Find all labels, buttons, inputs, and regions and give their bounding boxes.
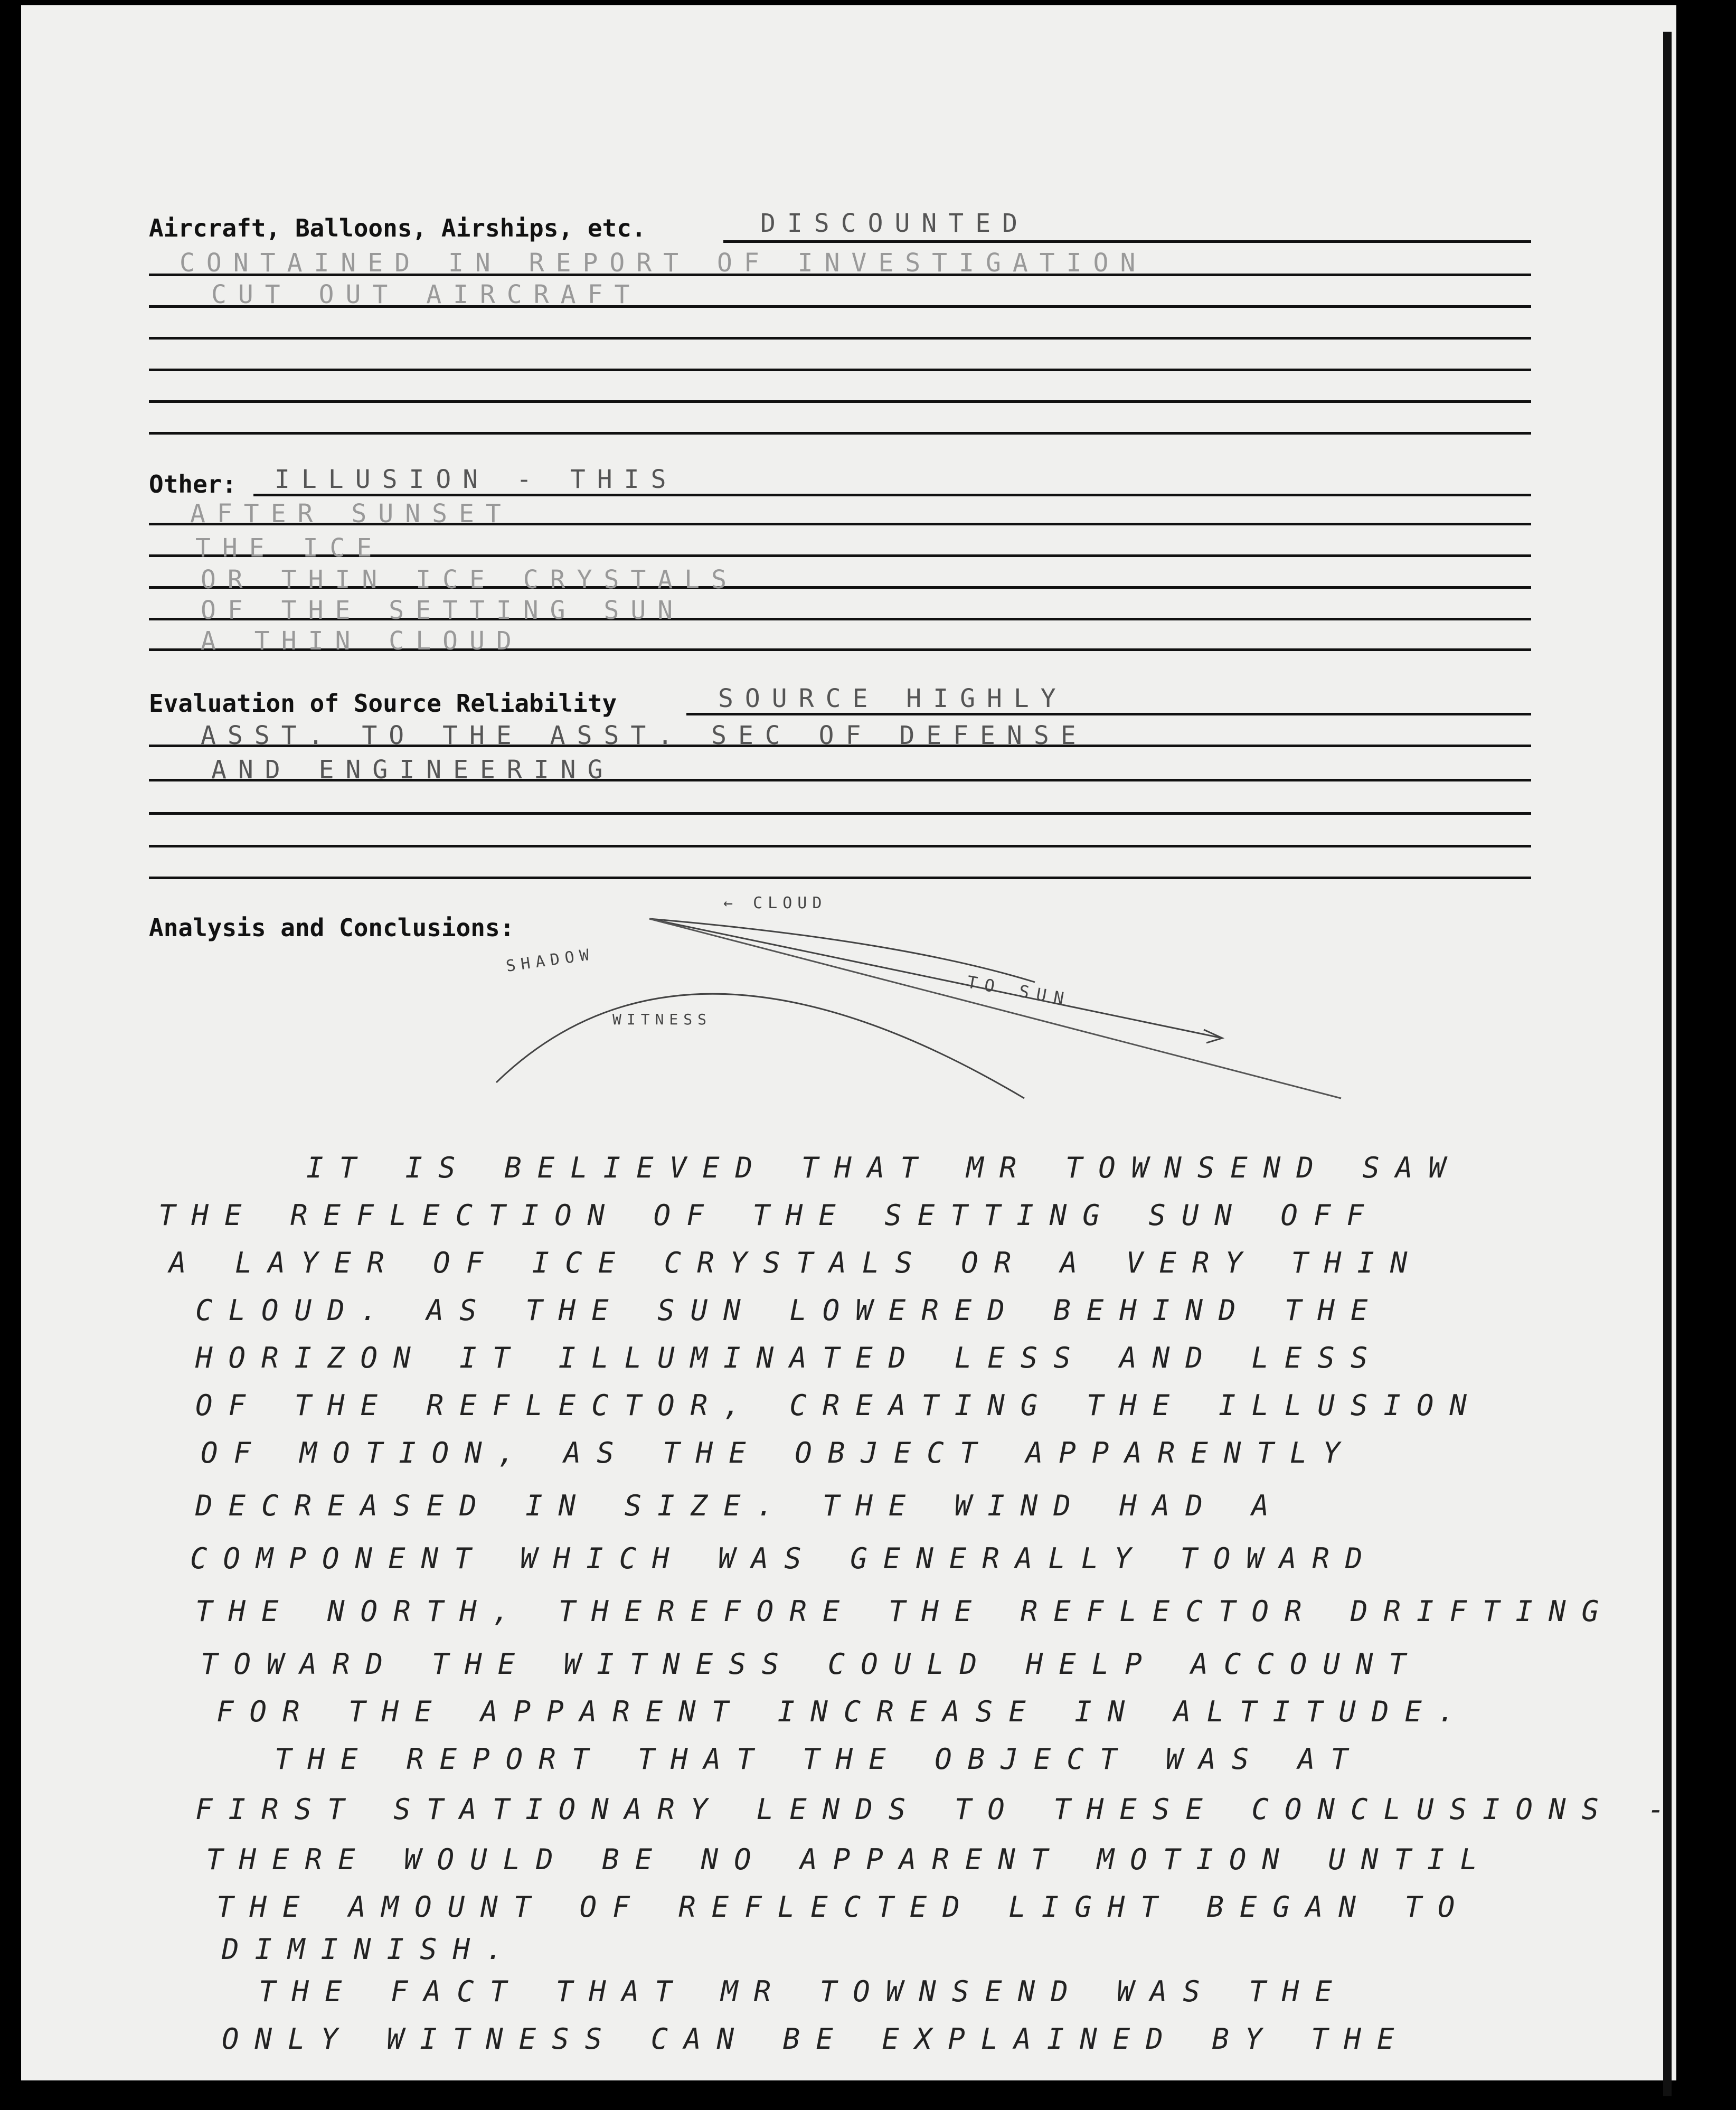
analysis-line-16: THE AMOUNT OF REFLECTED LIGHT BEGAN TO bbox=[216, 1890, 1471, 1924]
other-hand-3: THE ICE bbox=[195, 533, 384, 563]
witness-label: WITNESS bbox=[612, 1011, 712, 1028]
aircraft-hand-1: DISCOUNTED bbox=[760, 209, 1029, 238]
analysis-line-8: DECREASED IN SIZE. THE WIND HAD A bbox=[195, 1489, 1285, 1522]
analysis-line-10: THE NORTH, THEREFORE THE REFLECTOR DRIFTING bbox=[195, 1595, 1615, 1628]
sun-label: TO SUN bbox=[965, 972, 1073, 1010]
other-hand-4: OR THIN ICE CRYSTALS bbox=[201, 565, 738, 595]
other-label: Other: bbox=[149, 470, 237, 498]
other-hand-1: ILLUSION - THIS bbox=[275, 465, 678, 494]
other-hand-6: A THIN CLOUD bbox=[201, 626, 523, 656]
analysis-line-15: THERE WOULD BE NO APPARENT MOTION UNTIL bbox=[206, 1843, 1493, 1876]
evaluation-hand-3: AND ENGINEERING bbox=[211, 755, 615, 785]
analysis-line-3: A LAYER OF ICE CRYSTALS OR A VERY THIN bbox=[169, 1246, 1423, 1279]
analysis-line-14: FIRST STATIONARY LENDS TO THESE CONCLUSIONS - bbox=[195, 1793, 1681, 1826]
analysis-line-4: CLOUD. AS THE SUN LOWERED BEHIND THE bbox=[195, 1294, 1384, 1327]
sky-arc bbox=[496, 994, 1024, 1098]
other-hand-5: OF THE SETTING SUN bbox=[201, 596, 685, 625]
analysis-line-1: IT IS BELIEVED THAT MR TOWNSEND SAW bbox=[306, 1151, 1461, 1184]
analysis-line-13: THE REPORT THAT THE OBJECT WAS AT bbox=[275, 1742, 1364, 1776]
analysis-line-12: FOR THE APPARENT INCREASE IN ALTITUDE. bbox=[216, 1695, 1471, 1728]
sunlight-ray bbox=[649, 919, 1220, 1038]
cloud-layer-line bbox=[649, 919, 1035, 982]
analysis-line-2: THE REFLECTION OF THE SETTING SUN OFF bbox=[158, 1199, 1380, 1232]
other-hand-2: AFTER SUNSET bbox=[190, 499, 513, 529]
analysis-line-17: DIMINISH. bbox=[222, 1933, 519, 1966]
analysis-line-11: TOWARD THE WITNESS COULD HELP ACCOUNT bbox=[201, 1647, 1422, 1681]
shadow-label: SHADOW bbox=[505, 945, 596, 976]
analysis-label: Analysis and Conclusions: bbox=[149, 913, 515, 942]
analysis-line-5: HORIZON IT ILLUMINATED LESS AND LESS bbox=[195, 1341, 1384, 1374]
evaluation-label: Evaluation of Source Reliability bbox=[149, 689, 617, 718]
evaluation-hand-1: SOURCE HIGHLY bbox=[718, 684, 1068, 713]
reflection-line bbox=[649, 919, 1341, 1098]
analysis-line-7: OF MOTION, AS THE OBJECT APPARENTLY bbox=[201, 1436, 1356, 1470]
aircraft-hand-2: CONTAINED IN REPORT OF INVESTIGATION bbox=[180, 248, 1147, 278]
aircraft-label: Aircraft, Balloons, Airships, etc. bbox=[149, 214, 646, 242]
evaluation-hand-2: ASST. TO THE ASST. SEC OF DEFENSE bbox=[201, 721, 1088, 750]
analysis-line-18: THE FACT THAT MR TOWNSEND WAS THE bbox=[259, 1975, 1348, 2008]
cloud-label: ← CLOUD bbox=[723, 894, 827, 912]
analysis-line-19: ONLY WITNESS CAN BE EXPLAINED BY THE bbox=[222, 2022, 1410, 2056]
analysis-line-6: OF THE REFLECTOR, CREATING THE ILLUSION bbox=[195, 1389, 1483, 1422]
aircraft-hand-3: CUT OUT AIRCRAFT bbox=[211, 280, 641, 309]
analysis-line-9: COMPONENT WHICH WAS GENERALLY TOWARD bbox=[190, 1542, 1379, 1575]
